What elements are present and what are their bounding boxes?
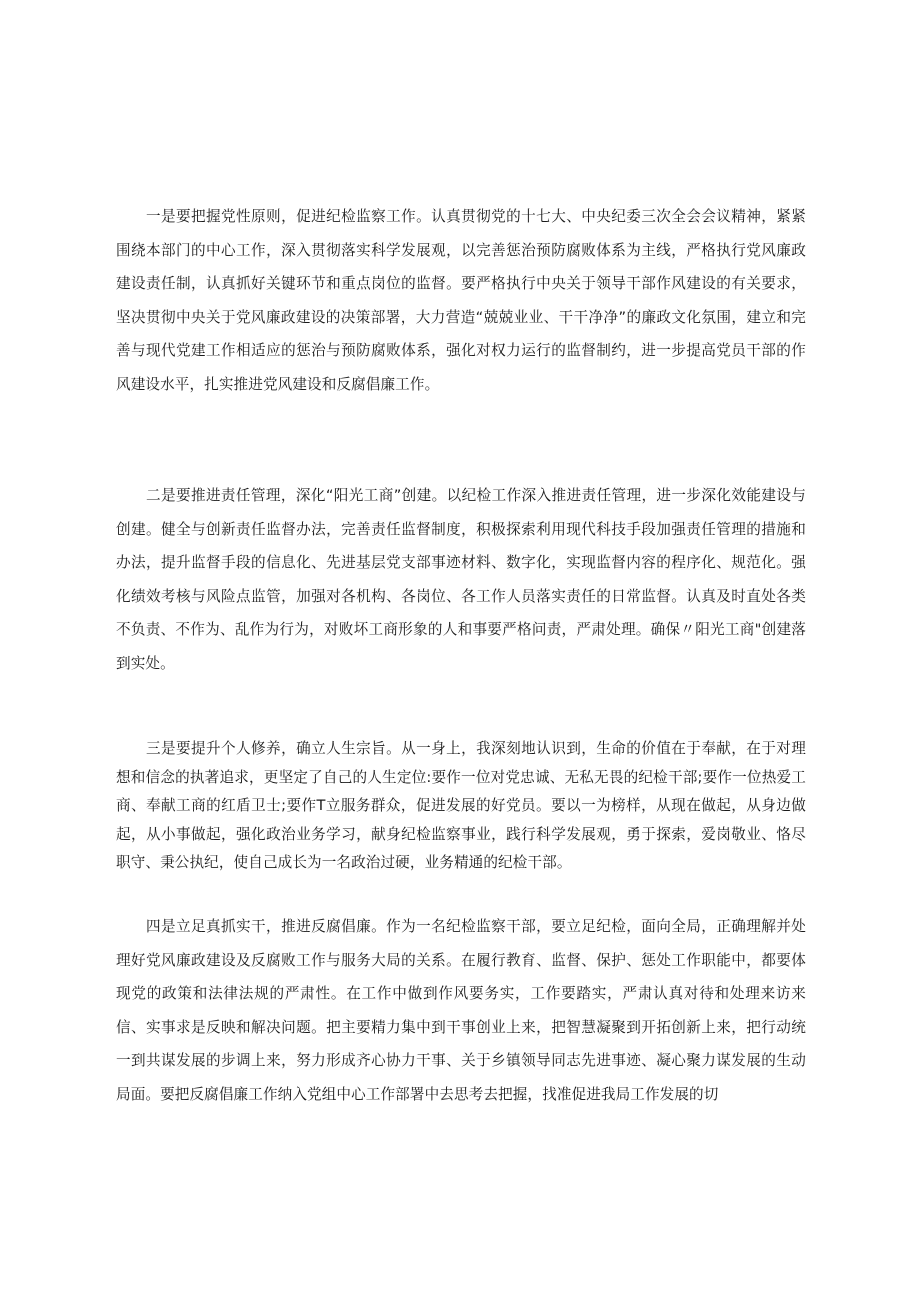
paragraph-1: 一是要把握党性原则，促进纪检监察工作。认真贯彻党的十七大、中央纪委三次全会会议精神，紧紧围绕本部门的中心工作，深入贯彻落实科学发展观，以完善惩治预防腐败体系为主线，严格执行党风廉政建设责任制，认真抓好关键环节和重点岗位的监督。要严格执行中央关于领导干部作风建设的有关要求，坚决贯彻中央关于党风廉政建设的决策部署，大力营造“兢兢业业、干干净净”的廉政文化氛围，建立和完善与现代党建工作相适应的惩治与预防腐败体系，强化对权力运行的监督制约，进一步提高党员干部的作风建设水平，扎实推进党风建设和反腐倡廉工作。 <box>116 208 806 393</box>
paragraph-4: 四是立足真抓实干，推进反腐倡廉。作为一名纪检监察干部，要立足纪检，面向全局，正确理解并处理好党风廉政建设及反腐败工作与服务大局的关系。在履行教育、监督、保护、惩处工作职能中，都要体现党的政策和法律法规的严肃性。在工作中做到作风要务实，工作要踏实，严肃认真对待和处理来访来信、实事求是反映和解决问题。把主要精力集中到干事创业上来，把智慧凝聚到开拓创新上来，把行动统一到共谋发展的步调上来，努力形成齐心协力干事、关于乡镇领导同志先进事迹、凝心聚力谋发展的生动局面。要把反腐倡廉工作纳入党组中心工作部署中去思考去把握，找准促进我局工作发展的切 <box>116 918 806 1103</box>
paragraph-2: 二是要推进责任管理，深化“阳光工商”创建。以纪检工作深入推进责任管理，进一步深化效能建设与创建。健全与创新责任监督办法，完善责任监督制度，积极探索利用现代科技手段加强责任管理的措施和办法，提升监督手段的信息化、先进基层党支部事迹材料、数字化，实现监督内容的程序化、规范化。强化绩效考核与风险点监管，加强对各机构、各岗位、各工作人员落实责任的日常监督。认真及时直处各类不负责、不作为、乱作为行为，对败坏工商形象的人和事要严格问责，严肃处理。确保〃阳光工商"创建落到实处。 <box>116 487 806 672</box>
paragraph-3: 三是要提升个人修养，确立人生宗旨。从一身上，我深刻地认识到，生命的价值在于奉献，在于对理想和信念的执著追求，更坚定了自己的人生定位:要作一位对党忠诚、无私无畏的纪检干部;要作一位热爱工商、奉献工商的红盾卫士;要作T立服务群众，促进发展的好党员。要以一为榜样，从现在做起，从身边做起，从小事做起，强化政治业务学习，献身纪检监察事业，践行科学发展观，勇于探索，爱岗敬业、恪尽职守、秉公执纪，使自己成长为一名政治过硬，业务精通的纪检干部。 <box>116 740 806 872</box>
